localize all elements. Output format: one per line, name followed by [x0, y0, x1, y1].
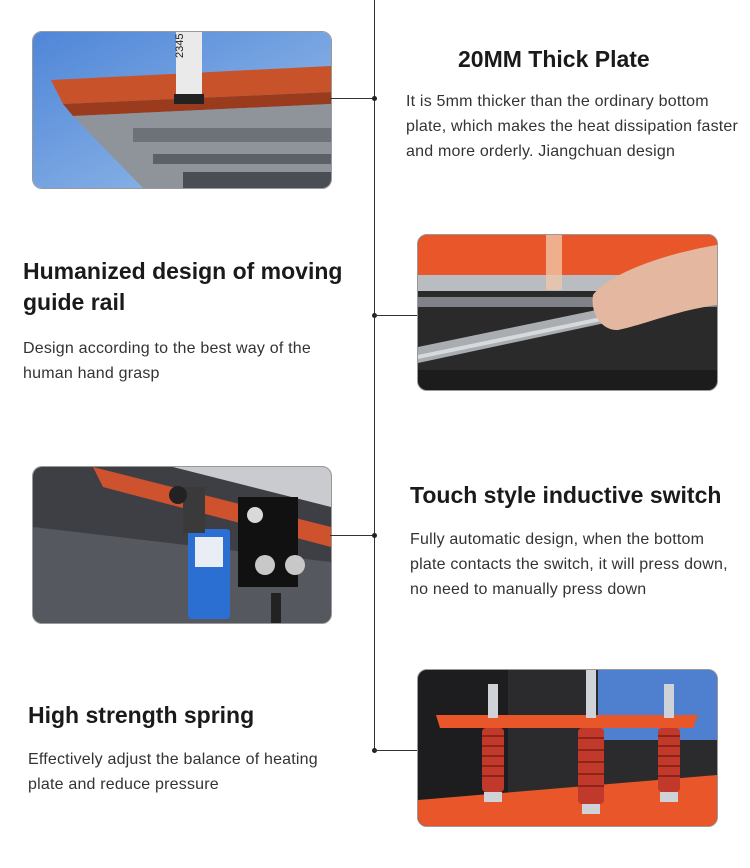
section-2-description: Design according to the best way of the human hand grasp	[23, 340, 311, 382]
section-3-title: Touch style inductive switch	[410, 482, 722, 508]
thick-plate-photo	[32, 31, 332, 189]
spring-photo	[417, 669, 718, 827]
timeline-dot-1	[372, 96, 377, 101]
timeline-line	[374, 0, 375, 752]
timeline-dot-3	[372, 533, 377, 538]
ruler-numbers: 2345	[174, 33, 186, 58]
connector-1	[330, 98, 374, 99]
inductive-switch-photo	[32, 466, 332, 624]
section-2-title: Humanized design of moving guide rail	[23, 258, 343, 315]
section-4-title: High strength spring	[28, 702, 255, 728]
section-1-description: It is 5mm thicker than the ordinary bottom plate, which makes the heat dissipation faster and more orderly. Jiangchuan design	[406, 93, 739, 160]
section-3-description: Fully automatic design, when the bottom plate contacts the switch, it will press down, no need to manually press down	[410, 531, 728, 598]
section-1-title: 20MM Thick Plate	[458, 46, 650, 72]
guide-rail-photo	[417, 234, 718, 391]
connector-3	[330, 535, 374, 536]
connector-2	[374, 315, 418, 316]
section-4-description: Effectively adjust the balance of heating plate and reduce pressure	[28, 751, 318, 793]
connector-4	[374, 750, 418, 751]
